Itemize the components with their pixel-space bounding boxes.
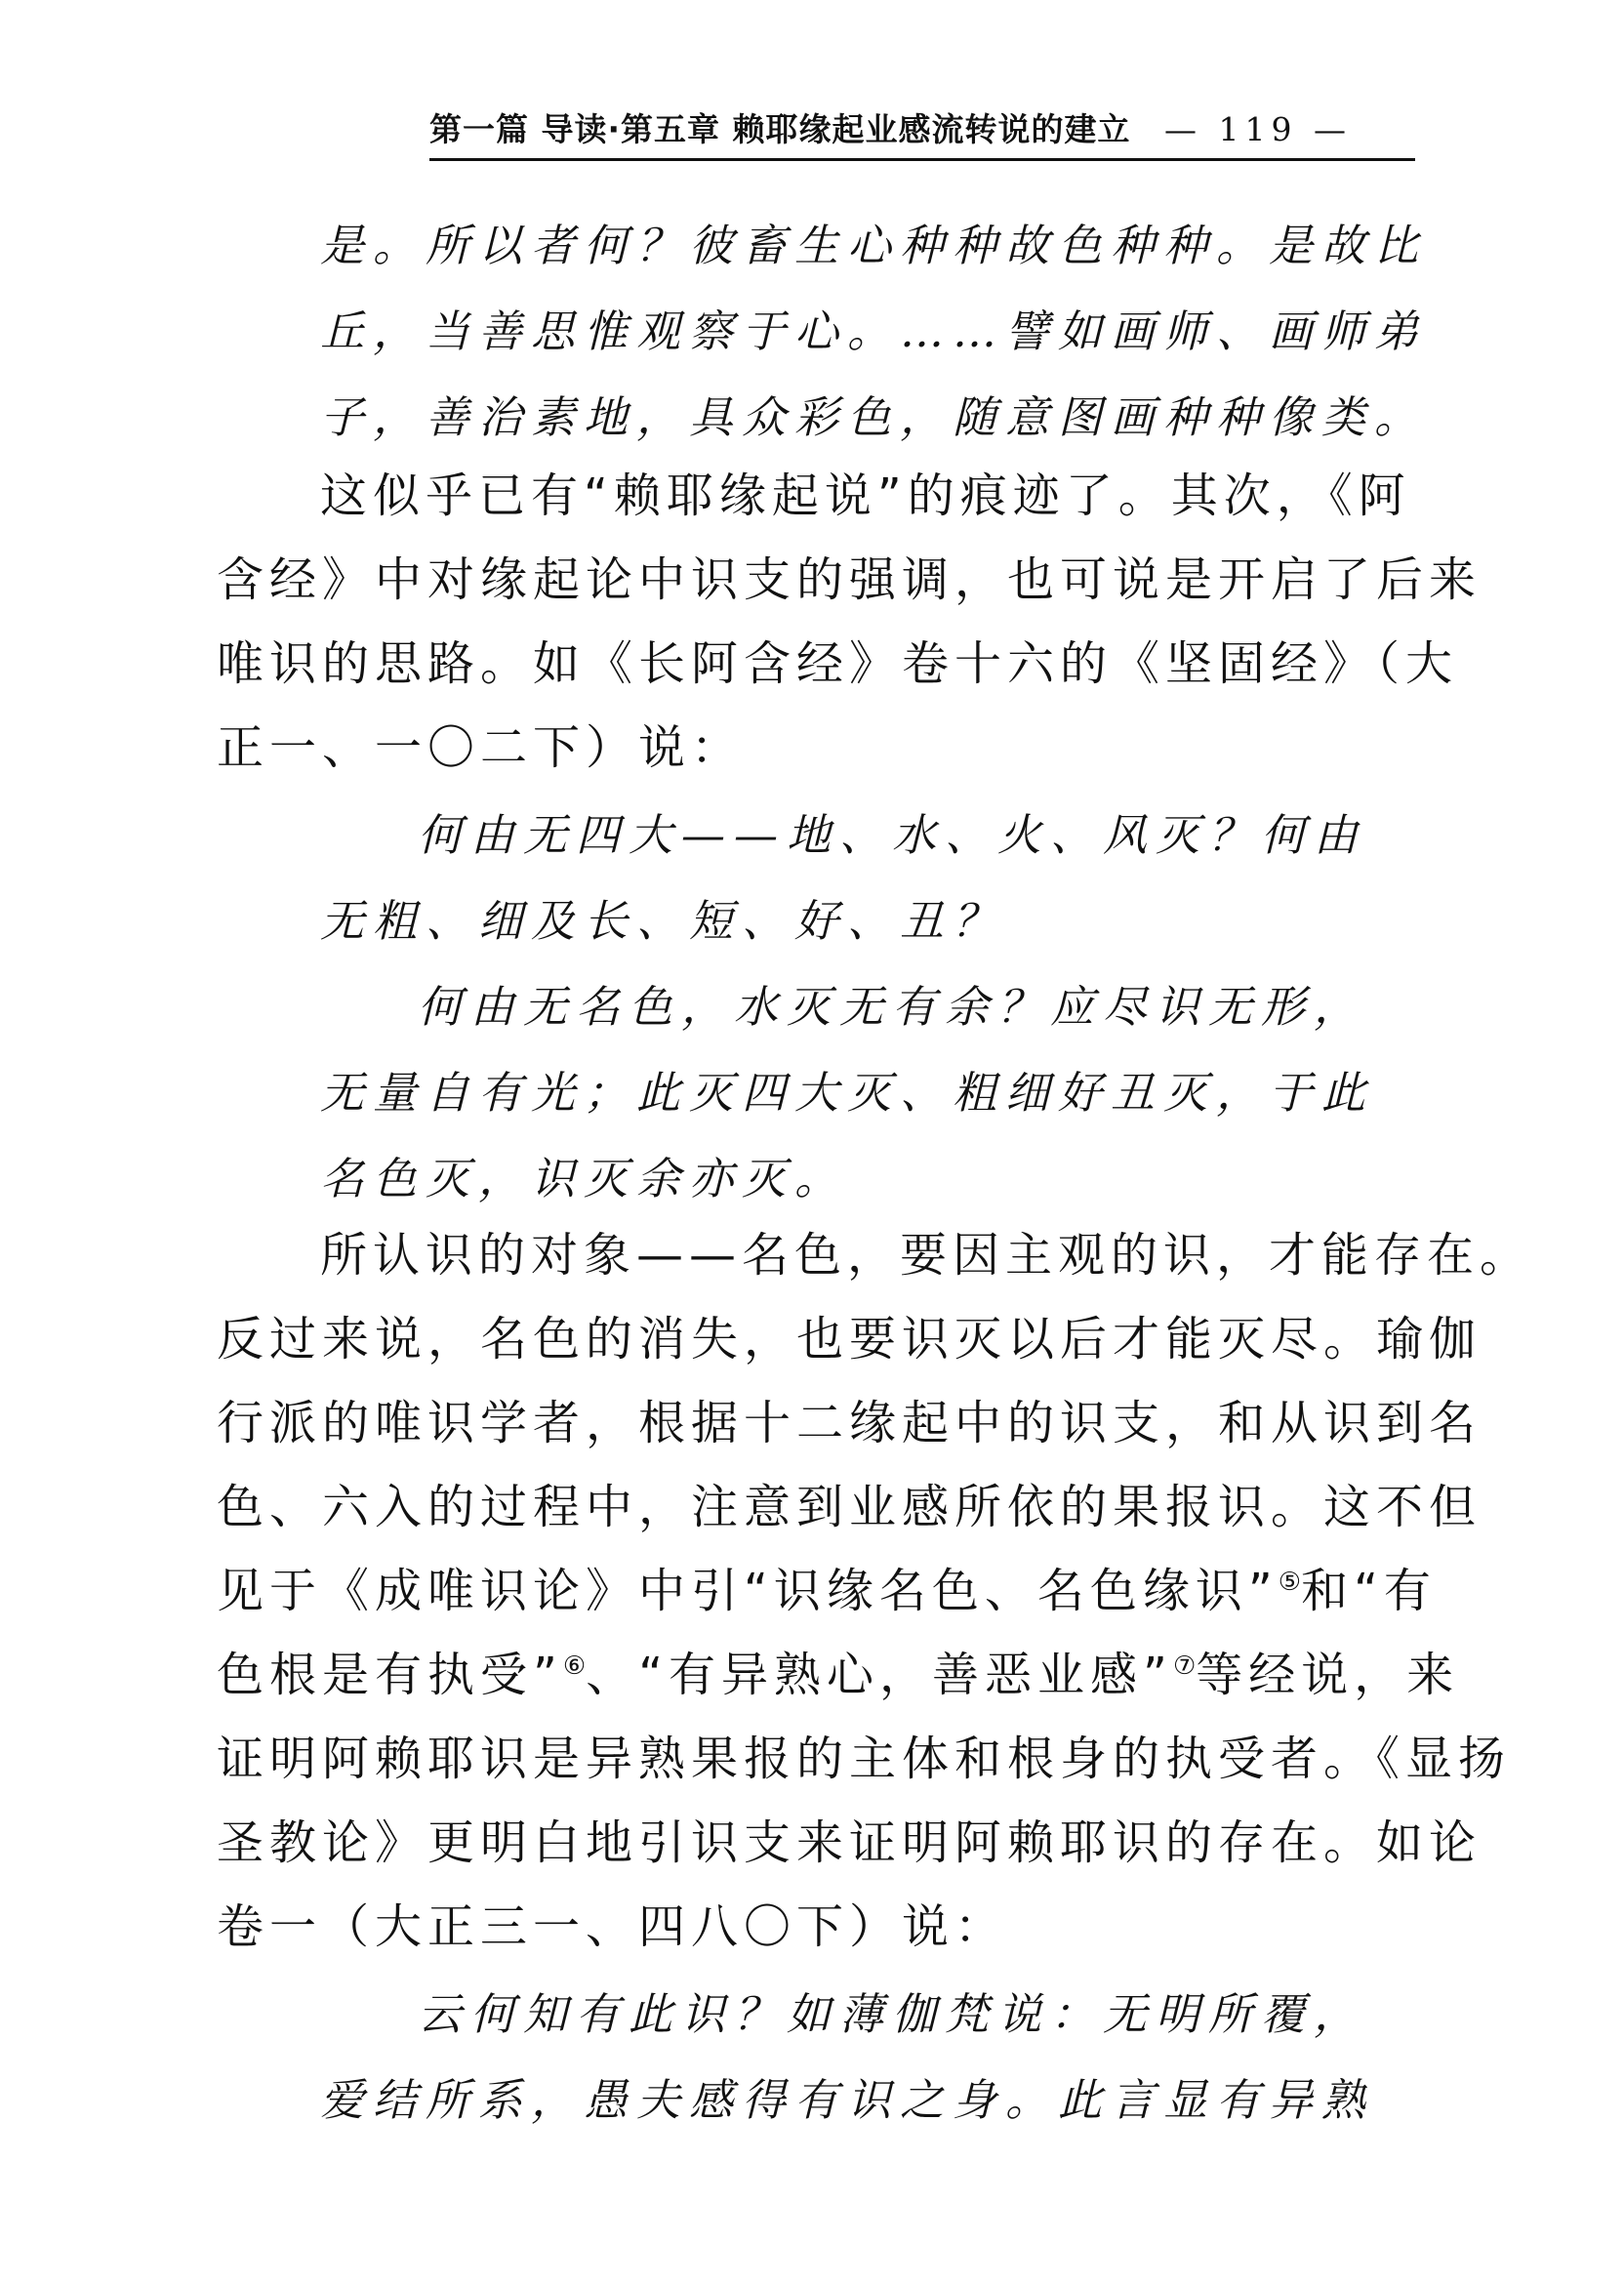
body-line: 含经》中对缘起论中识支的强调，也可说是开启了后来 <box>217 552 1482 607</box>
quote-line: 名色灭，识灭余亦灭。 <box>320 1153 848 1204</box>
footnote-ref-6[interactable]: ⑥ <box>562 1652 587 1681</box>
body-line: 反过来说，名色的消失，也要识灭以后才能灭尽。瑜伽 <box>217 1312 1482 1366</box>
header-title: 第一篇 导读·第五章 赖耶缘起业感流转说的建立 <box>429 110 1131 148</box>
body-line: 行派的唯识学者，根据十二缘起中的识支，和从识到名 <box>217 1396 1482 1450</box>
page-number: — 119 — <box>1164 110 1352 148</box>
body-line: 色、六入的过程中，注意到业感所依的果报识。这不但 <box>217 1480 1482 1534</box>
quote-line: 无粗、细及长、短、好、丑？ <box>320 895 1006 947</box>
body-line: 证明阿赖耶识是异熟果报的主体和根身的执受者。《显扬 <box>217 1732 1512 1786</box>
footnote-ref-7[interactable]: ⑦ <box>1172 1652 1197 1681</box>
body-line: 唯识的思路。如《长阿含经》卷十六的《坚固经》（大 <box>217 636 1459 691</box>
quote-line: 是。所以者何？彼畜生心种种故色种种。是故比 <box>320 220 1428 271</box>
body-line <box>217 1560 1437 1622</box>
body-text: 等经说，来 <box>1196 1648 1460 1702</box>
quote-line: 何由无名色，水灭无有余？应尽识无形， <box>418 981 1367 1033</box>
body-line: 这似乎已有“赖耶缘起说”的痕迹了。其次，《阿 <box>320 469 1411 523</box>
quote-line: 云何知有此识？如薄伽梵说：无明所覆， <box>418 1988 1367 2040</box>
quote-line: 爱结所系，愚夫感得有识之身。此言显有异熟 <box>320 2074 1375 2126</box>
body-line: 所认识的对象——名色，要因主观的识，才能存在。 <box>320 1228 1533 1283</box>
body-line: 卷一（大正三一、四八〇下）说： <box>217 1899 1008 1954</box>
body-text: 见于《成唯识论》中引“识缘名色、名色缘识” <box>217 1564 1279 1618</box>
running-header <box>429 105 1415 154</box>
quote-line: 何由无四大——地、水、火、风灭？何由 <box>418 809 1367 861</box>
body-text: 、“有异熟心，善恶业感” <box>586 1648 1173 1702</box>
body-text: 色根是有执受” <box>217 1648 563 1702</box>
quote-line: 丘，当善思惟观察于心。……譬如画师、画师弟 <box>320 306 1428 357</box>
quote-line: 子，善治素地，具众彩色，随意图画种种像类。 <box>320 391 1428 443</box>
body-line: 圣教论》更明白地引识支来证明阿赖耶识的存在。如论 <box>217 1815 1482 1870</box>
body-line <box>217 1644 1459 1706</box>
body-line: 正一、一〇二下）说： <box>217 720 745 775</box>
footnote-ref-5[interactable]: ⑤ <box>1278 1568 1302 1597</box>
quote-line: 无量自有光；此灭四大灭、粗细好丑灭，于此 <box>320 1067 1375 1119</box>
header-rule <box>429 158 1415 161</box>
body-text: 和“有 <box>1301 1564 1437 1618</box>
